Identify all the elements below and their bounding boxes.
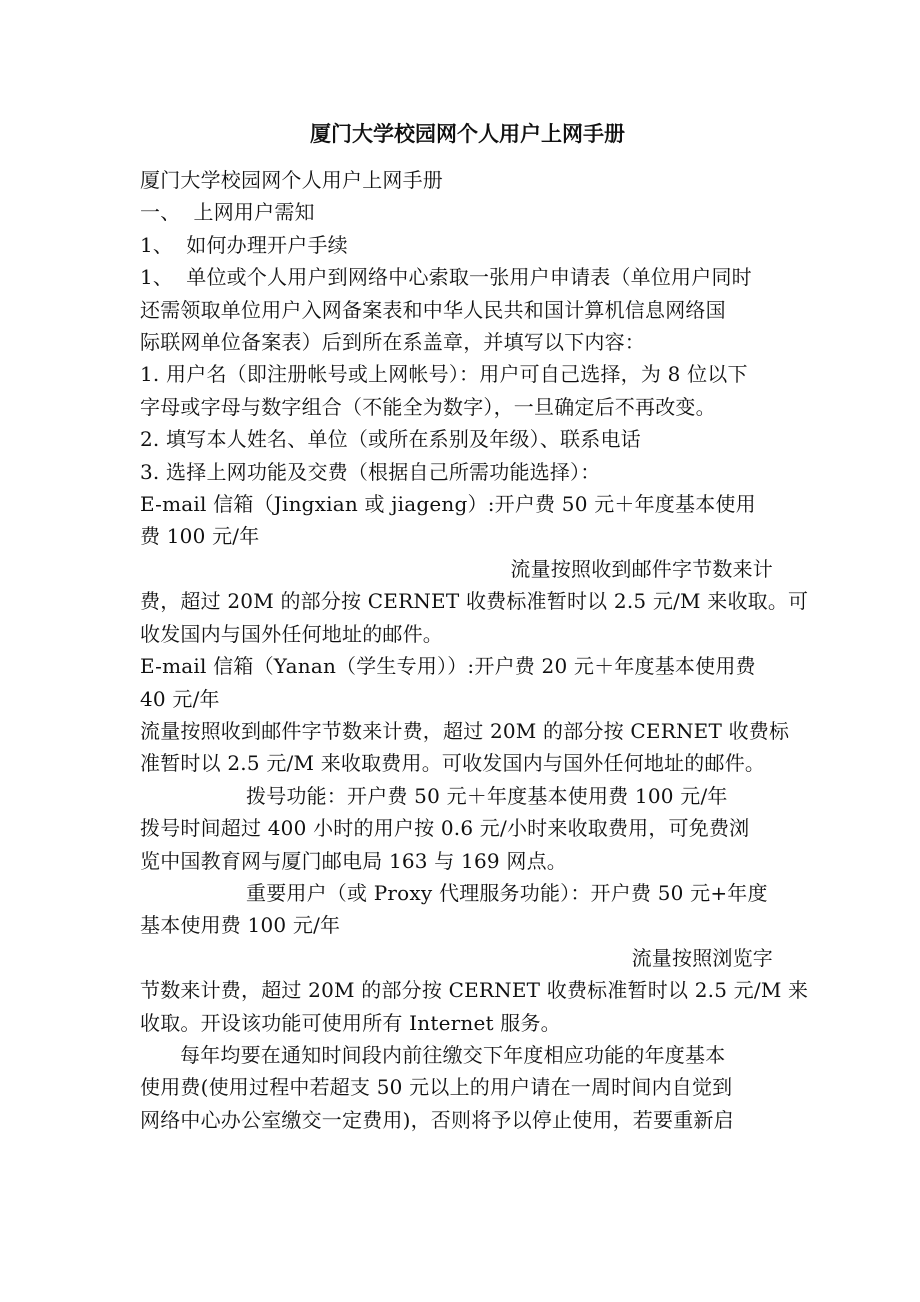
body-line: 准暂时以 2.5 元/M 来收取费用。可收发国内与国外任何地址的邮件。 [140, 751, 766, 776]
list-item: 2. 填写本人姓名、单位（或所在系别及年级）、联系电话 [140, 427, 641, 452]
section-heading: 一、 上网用户需知 [140, 200, 315, 225]
body-line: 厦门大学校园网个人用户上网手册 [140, 168, 443, 192]
body-line: 费 100 元/年 [140, 524, 260, 549]
body-line: 基本使用费 100 元/年 [140, 913, 341, 938]
body-line: 网络中心办公室缴交一定费用)，否则将予以停止使用，若要重新启 [140, 1107, 734, 1132]
body-line: 40 元/年 [140, 686, 220, 711]
body-line: 拨号功能：开户费 50 元＋年度基本使用费 100 元/年 [246, 783, 728, 808]
body-line: 重要用户（或 Proxy 代理服务功能）：开户费 50 元+年度 [246, 880, 768, 905]
body-line: 际联网单位备案表）后到所在系盖章，并填写以下内容： [140, 330, 645, 355]
document-title: 厦门大学校园网个人用户上网手册 [310, 122, 625, 146]
body-line: 收发国内与国外任何地址的邮件。 [140, 621, 443, 646]
body-line: 收取。开设该功能可使用所有 Internet 服务。 [140, 1010, 561, 1035]
body-line: 1、 单位或个人用户到网络中心索取一张用户申请表（单位用户同时 [140, 265, 752, 290]
body-line: 字母或字母与数字组合（不能全为数字），一旦确定后不再改变。 [140, 394, 716, 419]
list-item: 1. 用户名（即注册帐号或上网帐号）：用户可自己选择，为 8 位以下 [140, 362, 748, 387]
body-line: E-mail 信箱（Jingxian 或 jiageng）:开户费 50 元＋年度基本使用 [140, 492, 756, 517]
body-line: 费，超过 20M 的部分按 CERNET 收费标准暂时以 2.5 元/M 来收取。可 [140, 589, 809, 614]
body-line: E-mail 信箱（Yanan（学生专用））:开户费 20 元＋年度基本使用费 [140, 654, 756, 679]
document-body [140, 164, 809, 1136]
body-line: 流量按照收到邮件字节数来计费，超过 20M 的部分按 CERNET 收费标 [140, 718, 790, 743]
body-line: 还需领取单位用户入网备案表和中华人民共和国计算机信息网络国 [140, 297, 726, 322]
subsection-heading: 1、 如何办理开户手续 [140, 232, 348, 257]
document-page [140, 118, 809, 1136]
body-line: 览中国教育网与厦门邮电局 163 与 169 网点。 [140, 848, 567, 873]
body-line: 使用费(使用过程中若超支 50 元以上的用户请在一周时间内自觉到 [140, 1075, 733, 1100]
body-line: 流量按照浏览字 [631, 945, 773, 970]
body-line: 节数来计费，超过 20M 的部分按 CERNET 收费标准暂时以 2.5 元/M 来 [140, 978, 809, 1003]
body-line: 每年均要在通知时间段内前往缴交下年度相应功能的年度基本 [180, 1042, 726, 1067]
body-line: 拨号时间超过 400 小时的用户按 0.6 元/小时来收取费用，可免费浏 [140, 816, 750, 841]
list-item: 3. 选择上网功能及交费（根据自己所需功能选择）： [140, 459, 601, 484]
body-line: 流量按照收到邮件字节数来计 [510, 556, 773, 581]
